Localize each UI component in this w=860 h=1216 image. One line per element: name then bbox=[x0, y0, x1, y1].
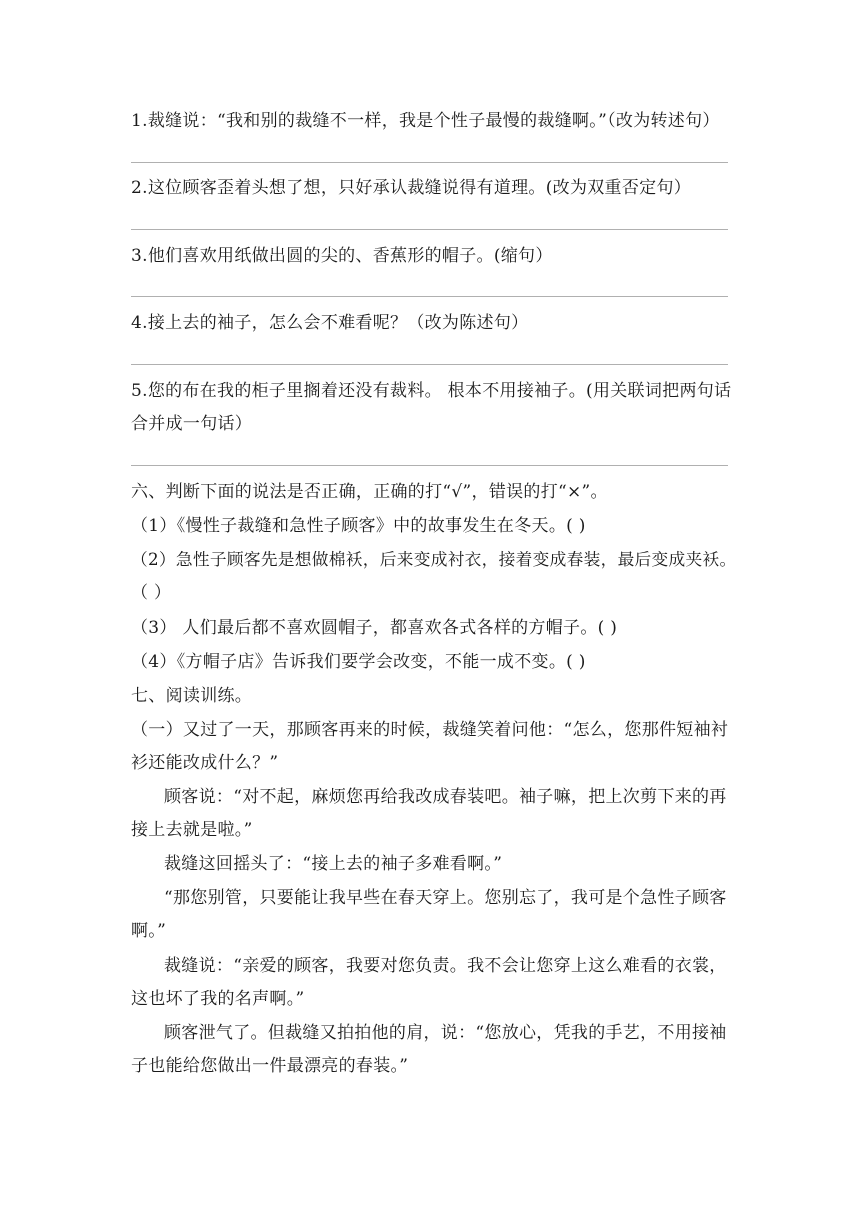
question-4: 4.接上去的袖子，怎么会不难看呢？（改为陈述句） bbox=[131, 313, 529, 333]
passage-p2-line-2: 接上去就是啦。” bbox=[131, 820, 253, 840]
answer-line-2[interactable] bbox=[131, 229, 728, 230]
passage-p4-line-2: 啊。” bbox=[131, 921, 167, 941]
judgment-item-4: （4）《方帽子店》告诉我们要学会改变，不能一成不变。( ) bbox=[131, 652, 586, 672]
section-6-heading: 六、判断下面的说法是否正确，正确的打“√”，错误的打“×”。 bbox=[131, 482, 608, 502]
answer-line-3[interactable] bbox=[131, 296, 728, 297]
passage-p1-line-2: 衫还能改成什么？” bbox=[131, 753, 279, 773]
question-2: 2.这位顾客歪着头想了想，只好承认裁缝说得有道理。(改为双重否定句） bbox=[131, 178, 692, 198]
answer-line-1[interactable] bbox=[131, 162, 728, 163]
passage-p3: 裁缝这回摇头了：“接上去的袖子多难看啊。” bbox=[164, 854, 503, 874]
section-7-heading: 七、阅读训练。 bbox=[131, 686, 253, 706]
judgment-item-1: （1）《慢性子裁缝和急性子顾客》中的故事发生在冬天。( ) bbox=[131, 516, 586, 536]
question-5-line-1: 5.您的布在我的柜子里搁着还没有裁料。 根本不用接袖子。(用关联词把两句话 bbox=[131, 381, 732, 401]
judgment-item-2-line-1: （2）急性子顾客先是想做棉袄，后来变成衬衣，接着变成春装，最后变成夹袄。 bbox=[131, 549, 737, 569]
judgment-item-2-line-2: （ ） bbox=[131, 583, 172, 603]
passage-p2-line-1: 顾客说：“对不起，麻烦您再给我改成春装吧。袖子嘛，把上次剪下来的再 bbox=[164, 787, 727, 807]
passage-p1-line-1: （一）又过了一天，那顾客再来的时候，裁缝笑着问他：“怎么，您那件短袖衬 bbox=[131, 720, 729, 740]
judgment-item-3: （3） 人们最后都不喜欢圆帽子，都喜欢各式各样的方帽子。( ) bbox=[131, 618, 618, 638]
passage-p5-line-1: 裁缝说：“亲爱的顾客，我要对您负责。我不会让您穿上这么难看的衣裳， bbox=[164, 956, 727, 976]
answer-line-4[interactable] bbox=[131, 364, 728, 365]
question-3: 3.他们喜欢用纸做出圆的尖的、香蕉形的帽子。(缩句） bbox=[131, 246, 553, 266]
passage-p6-line-1: 顾客泄气了。但裁缝又拍拍他的肩，说：“您放心，凭我的手艺，不用接袖 bbox=[164, 1023, 727, 1043]
passage-p4-line-1: “那您别管，只要能让我早些在春天穿上。您别忘了，我可是个急性子顾客 bbox=[164, 888, 727, 908]
passage-p6-line-2: 子也能给您做出一件最漂亮的春装。” bbox=[131, 1056, 409, 1076]
question-5-line-2: 合并成一句话） bbox=[131, 414, 253, 434]
answer-line-5[interactable] bbox=[131, 465, 728, 466]
question-1: 1.裁缝说：“我和别的裁缝不一样，我是个性子最慢的裁缝啊。”（改为转述句） bbox=[131, 111, 720, 131]
passage-p5-line-2: 这也坏了我的名声啊。” bbox=[131, 989, 305, 1009]
